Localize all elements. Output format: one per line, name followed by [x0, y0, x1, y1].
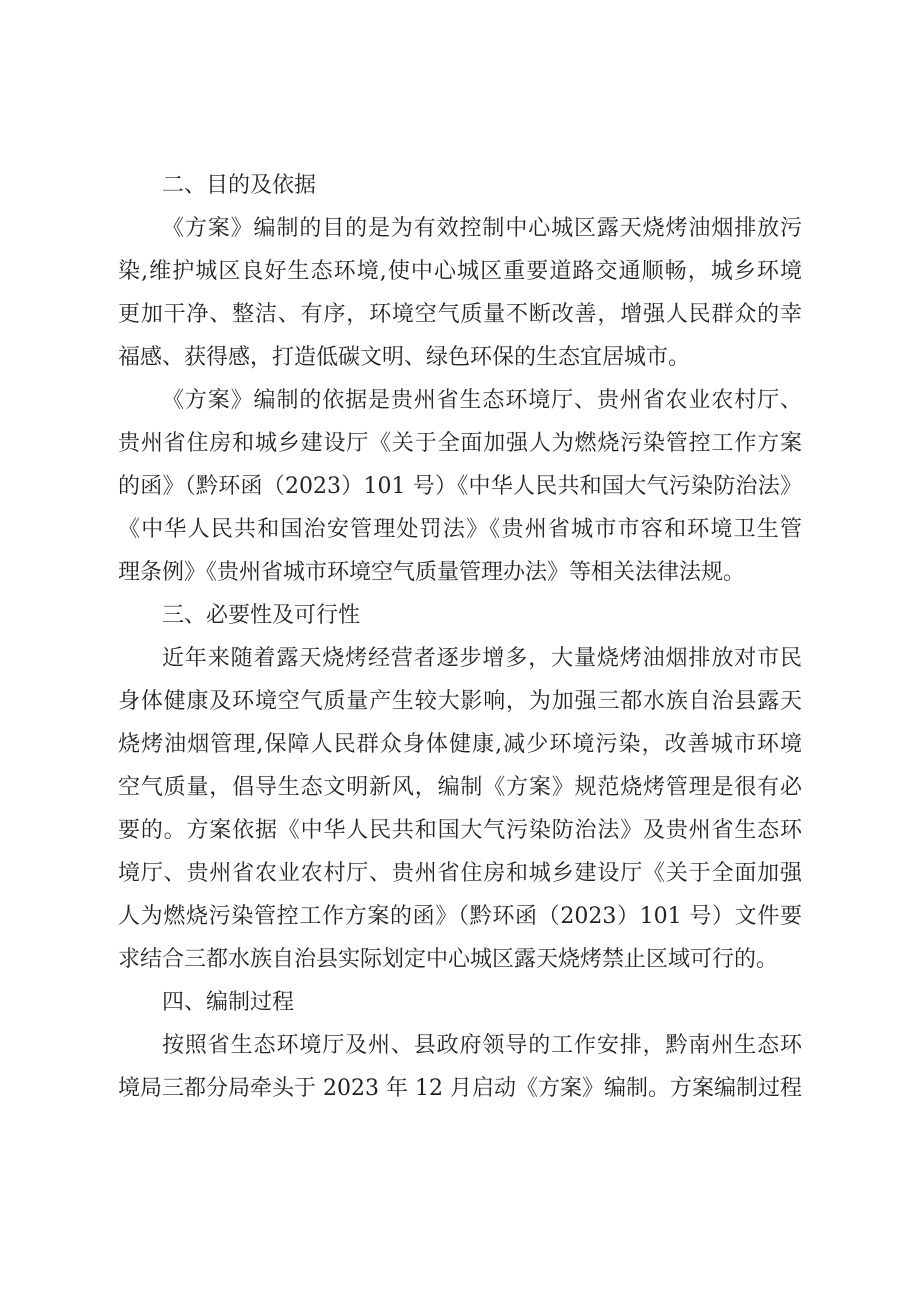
paragraph-line: 空气质量，倡导生态文明新风，编制《方案》规范烧烤管理是很有必 — [118, 775, 802, 800]
paragraph-line: 近年来随着露天烧烤经营者逐步增多，大量烧烤油烟排放对市民 — [162, 646, 802, 671]
paragraph-line: 人为燃烧污染管控工作方案的函》（黔环函（2023）101 号）文件要 — [118, 904, 802, 929]
paragraph-line: 境厅、贵州省农业农村厅、贵州省住房和城乡建设厅《关于全面加强 — [118, 861, 802, 886]
section-heading-purpose: 二、目的及依据 — [162, 173, 317, 198]
paragraph-line: 《方案》编制的依据是贵州省生态环境厅、贵州省农业农村厅、 — [162, 388, 802, 413]
paragraph-line: 福感、获得感，打造低碳文明、绿色环保的生态宜居城市。 — [118, 345, 691, 370]
paragraph-line: 要的。方案依据《中华人民共和国大气污染防治法》及贵州省生态环 — [118, 818, 802, 843]
paragraph-line: 染,维护城区良好生态环境,使中心城区重要道路交通顺畅，城乡环境 — [118, 259, 802, 284]
paragraph-line: 烧烤油烟管理,保障人民群众身体健康,减少环境污染，改善城市环境 — [118, 732, 802, 757]
paragraph-line: 身体健康及环境空气质量产生较大影响，为加强三都水族自治县露天 — [118, 689, 802, 714]
paragraph-line: 更加干净、整洁、有序，环境空气质量不断改善，增强人民群众的幸 — [118, 302, 802, 327]
section-heading-necessity: 三、必要性及可行性 — [162, 603, 361, 628]
paragraph-line: 理条例》《贵州省城市环境空气质量管理办法》等相关法律法规。 — [118, 560, 746, 585]
paragraph-line: 《方案》编制的目的是为有效控制中心城区露天烧烤油烟排放污 — [162, 216, 802, 241]
section-heading-process: 四、编制过程 — [162, 990, 295, 1015]
paragraph-line: 按照省生态环境厅及州、县政府领导的工作安排，黔南州生态环 — [162, 1033, 802, 1058]
paragraph-line: 求结合三都水族自治县实际划定中心城区露天烧烤禁止区域可行的。 — [118, 947, 779, 972]
paragraph-line: 的函》（黔环函（2023）101 号）《中华人民共和国大气污染防治法》 — [118, 474, 802, 499]
paragraph-line: 《中华人民共和国治安管理处罚法》《贵州省城市市容和环境卫生管 — [118, 517, 802, 542]
paragraph-line: 贵州省住房和城乡建设厅《关于全面加强人为燃烧污染管控工作方案 — [118, 431, 802, 456]
paragraph-line: 境局三都分局牵头于 2023 年 12 月启动《方案》编制。方案编制过程 — [118, 1076, 802, 1101]
